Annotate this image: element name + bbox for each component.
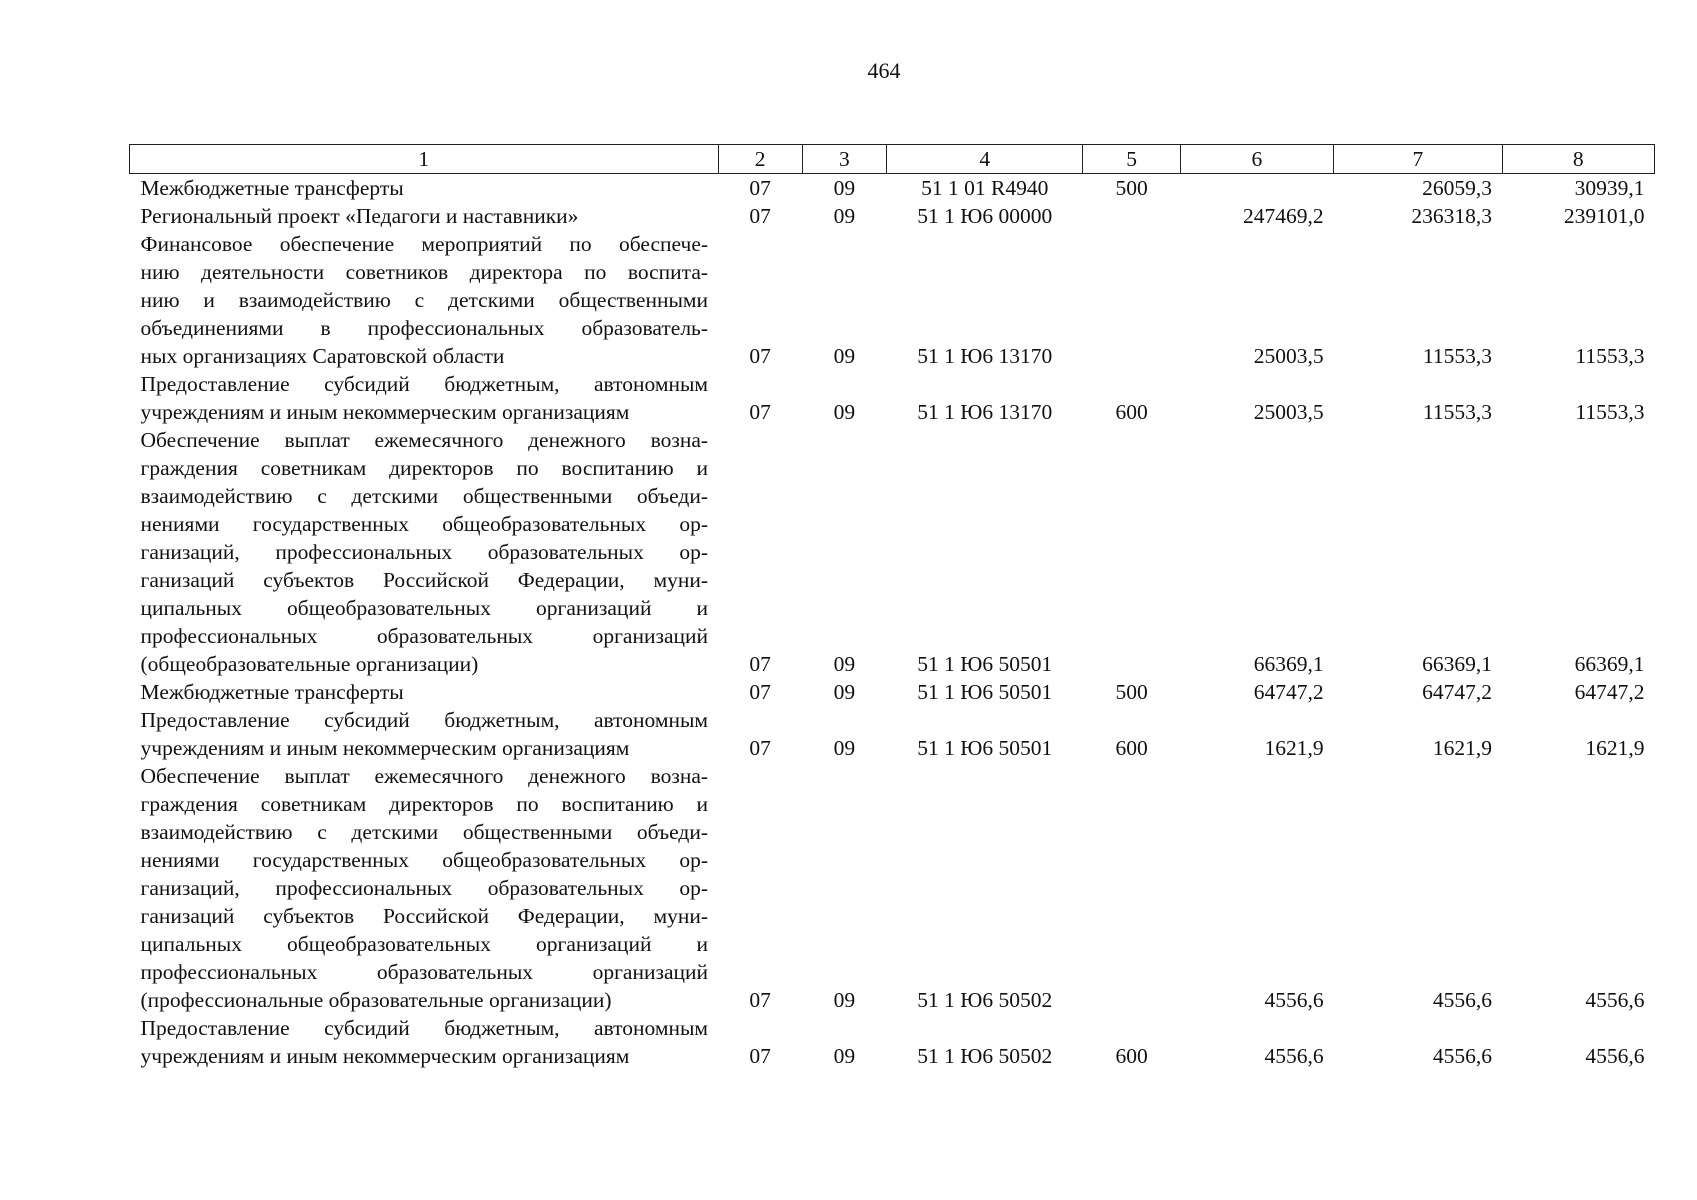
subsection-code: 09 [833,204,856,228]
section-code: 07 [749,1044,771,1068]
target-article-code: 51 1 Ю6 50501 [917,652,1053,676]
amount-col-7: 11553,3 [1422,400,1493,424]
amount-col-7: 26059,3 [1422,176,1493,200]
amount-col-8: 11553,3 [1575,344,1645,368]
amount-col-6: 66369,1 [1253,652,1324,676]
table-row [130,426,1655,678]
section-code: 07 [749,736,771,760]
target-article-code: 51 1 Ю6 50502 [917,988,1053,1012]
item-name [130,678,719,706]
table-row [130,762,1655,1014]
item-name [130,1014,719,1070]
table-row [130,370,1655,426]
target-article-code: 51 1 Ю6 13170 [917,344,1053,368]
expense-type-code: 500 [1115,176,1148,200]
target-article-code: 51 1 Ю6 13170 [917,400,1053,424]
target-article-code: 51 1 Ю6 50501 [917,736,1053,760]
amount-col-8: 239101,0 [1563,204,1645,228]
amount-col-6: 247469,2 [1242,204,1324,228]
header-col-7: 7 [1334,145,1502,174]
amount-col-6: 25003,5 [1253,344,1324,368]
amount-col-8: 66369,1 [1574,652,1645,676]
header-col-5: 5 [1083,145,1180,174]
expense-type-code [1083,762,1180,1014]
expense-type-code [1083,426,1180,678]
subsection-code: 09 [833,400,856,424]
expense-type-code: 600 [1115,400,1148,424]
budget-table [129,144,1655,1070]
item-name-line: ганизаций, профессиональных образовательных ор- [140,876,709,900]
subsection-code: 09 [833,176,856,200]
amount-col-7: 66369,1 [1422,652,1493,676]
expense-type-code [1083,202,1180,230]
item-name-line: нию и взаимодействию с детскими общественными [140,288,709,312]
item-name-line: ных организациях Саратовской области [140,344,505,368]
header-col-3: 3 [802,145,886,174]
item-name [130,370,719,426]
table-body [130,174,1655,1071]
item-name-line: профессиональных образовательных организаций [140,624,709,648]
amount-col-6: 64747,2 [1253,680,1324,704]
amount-col-7: 64747,2 [1422,680,1493,704]
header-col-8: 8 [1502,145,1654,174]
item-name-line: Межбюджетные трансферты [140,176,404,200]
section-code: 07 [749,400,771,424]
subsection-code: 09 [833,344,856,368]
header-col-1: 1 [130,145,719,174]
item-name-line: ципальных общеобразовательных организаций и [140,596,709,620]
item-name-line: профессиональных образовательных организаций [140,960,709,984]
item-name-line: ганизаций субъектов Российской Федерации, муни- [140,568,709,592]
item-name-line: граждения советникам директоров по воспитанию и [140,456,709,480]
table-row [130,1014,1655,1070]
item-name-line: нениями государственных общеобразовательных ор- [140,512,709,536]
item-name-line: взаимодействию с детскими общественными объеди- [140,820,709,844]
item-name-line: нию деятельности советников директора по воспита- [140,260,709,284]
amount-col-7: 4556,6 [1432,1044,1493,1068]
header-col-6: 6 [1180,145,1333,174]
item-name-line: Предоставление субсидий бюджетным, автономным [140,372,709,396]
expense-type-code [1083,230,1180,370]
amount-col-6: 25003,5 [1253,400,1324,424]
item-name-line: взаимодействию с детскими общественными объеди- [140,484,709,508]
item-name-line: Финансовое обеспечение мероприятий по обеспече- [140,232,709,256]
item-name-line: Обеспечение выплат ежемесячного денежного возна- [140,764,709,788]
subsection-code: 09 [833,652,856,676]
amount-col-6: 4556,6 [1264,988,1324,1012]
item-name [130,174,719,203]
page-number: 464 [867,58,901,83]
item-name-line: нениями государственных общеобразовательных ор- [140,848,709,872]
section-code: 07 [749,988,771,1012]
item-name [130,426,719,678]
section-code: 07 [749,652,771,676]
item-name-line: Региональный проект «Педагоги и наставники» [140,204,579,228]
table-row [130,706,1655,762]
header-row [130,145,1655,174]
section-code: 07 [749,680,771,704]
subsection-code: 09 [833,680,856,704]
subsection-code: 09 [833,988,856,1012]
target-article-code: 51 1 01 R4940 [921,176,1049,200]
amount-col-7: 11553,3 [1422,344,1493,368]
expense-type-code: 500 [1115,680,1148,704]
table-header [130,145,1655,174]
header-col-2: 2 [718,145,802,174]
section-code: 07 [749,176,771,200]
amount-col-8: 64747,2 [1574,680,1645,704]
item-name-line: объединениями в профессиональных образователь- [140,316,709,340]
amount-col-8: 4556,6 [1585,988,1645,1012]
amount-col-8: 11553,3 [1575,400,1645,424]
item-name-line: Предоставление субсидий бюджетным, автономным [140,708,709,732]
budget-table-container [129,144,1655,1070]
table-row [130,678,1655,706]
amount-col-8: 30939,1 [1574,176,1645,200]
amount-col-7: 4556,6 [1432,988,1493,1012]
item-name-line: (профессиональные образовательные организации) [140,988,612,1012]
item-name-line: ципальных общеобразовательных организаций и [140,932,709,956]
target-article-code: 51 1 Ю6 50502 [917,1044,1053,1068]
section-code: 07 [749,204,771,228]
table-row [130,230,1655,370]
header-col-4: 4 [886,145,1083,174]
target-article-code: 51 1 Ю6 50501 [917,680,1053,704]
section-code: 07 [749,344,771,368]
expense-type-code: 600 [1115,1044,1148,1068]
amount-col-7: 1621,9 [1432,736,1493,760]
amount-col-8: 4556,6 [1585,1044,1645,1068]
amount-col-6 [1180,174,1333,203]
item-name [130,706,719,762]
item-name-line: Обеспечение выплат ежемесячного денежного возна- [140,428,709,452]
item-name-line: учреждениям и иным некоммерческим организациям [140,1044,630,1068]
subsection-code: 09 [833,1044,856,1068]
item-name-line: учреждениям и иным некоммерческим организациям [140,400,630,424]
item-name [130,230,719,370]
amount-col-6: 4556,6 [1264,1044,1324,1068]
target-article-code: 51 1 Ю6 00000 [917,204,1053,228]
item-name [130,202,719,230]
amount-col-7: 236318,3 [1411,204,1493,228]
item-name-line: Предоставление субсидий бюджетным, автономным [140,1016,709,1040]
table-row [130,202,1655,230]
item-name-line: ганизаций, профессиональных образовательных ор- [140,540,709,564]
item-name-line: (общеобразовательные организации) [140,652,479,676]
expense-type-code: 600 [1115,736,1148,760]
table-row [130,174,1655,203]
subsection-code: 09 [833,736,856,760]
item-name-line: учреждениям и иным некоммерческим организациям [140,736,630,760]
amount-col-8: 1621,9 [1585,736,1645,760]
item-name [130,762,719,1014]
item-name-line: граждения советникам директоров по воспитанию и [140,792,709,816]
item-name-line: ганизаций субъектов Российской Федерации, муни- [140,904,709,928]
item-name-line: Межбюджетные трансферты [140,680,404,704]
amount-col-6: 1621,9 [1264,736,1324,760]
